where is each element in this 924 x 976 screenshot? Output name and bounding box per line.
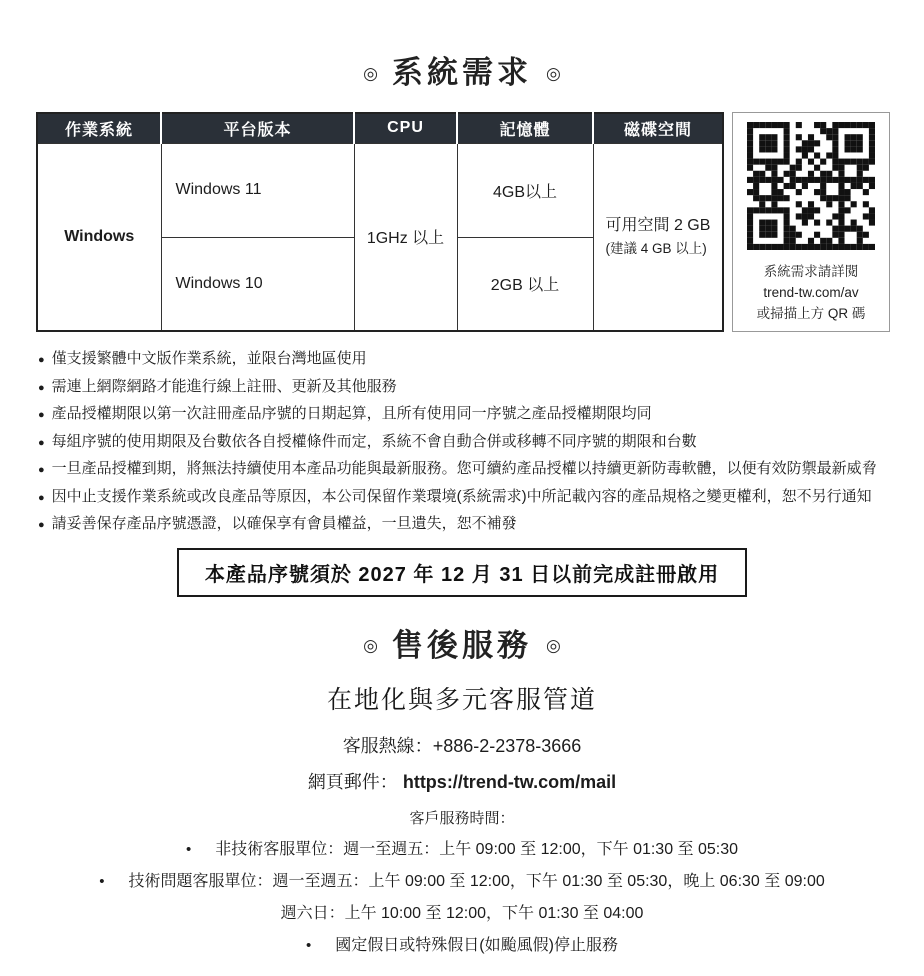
table-header-row (37, 113, 723, 143)
bullet-icon: • (99, 873, 105, 890)
bullet-icon: • (306, 937, 312, 954)
note-text: 僅支援繁體中文版作業系統，並限台灣地區使用 (51, 350, 367, 367)
decor-circle-icon: ◎ (363, 63, 378, 83)
bullet-icon: ● (38, 381, 45, 394)
note-text: 每組序號的使用期限及台數依各自授權條件而定，系統不會自動合併或移轉不同序號的期限和台數 (51, 432, 697, 450)
note-text: 請妥善保存產品序號憑證，以確保享有會員權益，一旦遺失，恕不補發 (51, 515, 517, 532)
qr-caption-url: trend-tw.com/av (763, 285, 859, 300)
after-sales-title: 售後服務 (392, 627, 532, 663)
cell-platform-win10: Windows 10 (161, 237, 354, 331)
webmail-url: https://trend-tw.com/mail (402, 771, 617, 792)
system-requirements-table (36, 112, 724, 332)
bullet-icon: ● (38, 491, 45, 504)
cell-memory-win10: 2GB 以上 (457, 237, 593, 331)
decor-circle-icon: ◎ (363, 636, 378, 655)
disk-note-text: (建議 4 GB 以上) (605, 240, 707, 256)
list-item (38, 401, 914, 429)
note-text: 因中止支援作業系統或改良產品等原因，本公司保留作業環境(系統需求)中所記載內容的產品規格之變更權利，恕不另行通知 (51, 487, 872, 505)
bullet-icon: ● (38, 409, 45, 421)
hours-line-nontech (0, 840, 924, 860)
cell-os-windows: Windows (37, 143, 161, 331)
header-memory: 記憶體 (457, 113, 593, 143)
list-item (38, 511, 914, 539)
decor-circle-icon: ◎ (546, 636, 561, 655)
list-item (38, 484, 914, 512)
bullet-icon: ● (38, 436, 45, 449)
hotline-line (0, 732, 924, 758)
table-row (37, 143, 723, 237)
after-sales-heading (0, 597, 924, 665)
hotline-number: +886-2-2378-3666 (432, 735, 582, 756)
bullet-icon: ● (38, 519, 45, 531)
qr-caption-line1: 系統需求請詳閱 (763, 264, 859, 279)
list-item (38, 374, 914, 402)
note-text: 產品授權期限以第一次註冊產品序號的日期起算，且所有使用同一序號之產品授權期限均同 (51, 405, 652, 422)
serial-notice-box: 本產品序號須於 2027 年 12 月 31 日以前完成註冊啟用 (177, 548, 747, 597)
header-disk: 磁碟空間 (593, 113, 723, 143)
qr-panel (732, 112, 890, 332)
decor-circle-icon: ◎ (546, 63, 561, 83)
header-os: 作業系統 (37, 113, 161, 143)
after-sales-subtitle: 在地化與多元客服管道 (326, 685, 597, 714)
requirements-row (36, 112, 890, 332)
bullet-icon: ● (38, 464, 45, 476)
hours-text: 非技術客服單位：週一至週五：上午 09:00 至 12:00，下午 01:30 至 05:30 (215, 840, 739, 858)
system-requirements-heading (0, 0, 924, 92)
note-text: 一旦產品授權到期，將無法持續使用本產品功能與最新服務。您可續約產品授權以持續更新防毒軟體，以便有效防禦最新威脅 (51, 460, 877, 477)
hours-line-holiday (0, 936, 924, 956)
header-platform: 平台版本 (161, 113, 354, 143)
webmail-line (0, 768, 924, 794)
cell-platform-win11: Windows 11 (161, 143, 354, 237)
service-hours-heading: 客戶服務時間： (409, 809, 515, 827)
list-item (38, 346, 914, 374)
hours-line-tech (0, 872, 924, 892)
hours-text: 週六日：上午 10:00 至 12:00，下午 01:30 至 04:00 (280, 904, 644, 922)
bullet-icon: ● (38, 354, 45, 366)
hours-text: 國定假日或特殊假日(如颱風假)停止服務 (335, 936, 618, 954)
hours-text: 技術問題客服單位：週一至週五：上午 09:00 至 12:00，下午 01:30 至 05:30，晚上 06:30 至 09:00 (128, 872, 825, 890)
note-text: 需連上網際網路才能進行線上註冊、更新及其他服務 (51, 377, 397, 395)
webmail-label: 網頁郵件： (307, 771, 398, 792)
header-cpu: CPU (354, 113, 457, 143)
bullet-icon: • (185, 841, 192, 858)
qr-captions (737, 261, 885, 324)
qr-code (747, 122, 875, 255)
serial-notice-wrap (0, 548, 924, 597)
hours-line-weekend (0, 904, 924, 924)
disk-main-text: 可用空間 2 GB (605, 216, 711, 234)
notes-list (0, 346, 924, 539)
list-item (38, 429, 914, 457)
list-item (38, 456, 914, 484)
qr-caption-line3: 或掃描上方 QR 碼 (756, 306, 866, 321)
cell-disk (593, 143, 723, 331)
cell-memory-win11: 4GB以上 (457, 143, 593, 237)
hotline-label: 客服熱線： (342, 735, 433, 756)
cell-cpu: 1GHz 以上 (354, 143, 457, 331)
system-requirements-title: 系統需求 (392, 55, 532, 90)
